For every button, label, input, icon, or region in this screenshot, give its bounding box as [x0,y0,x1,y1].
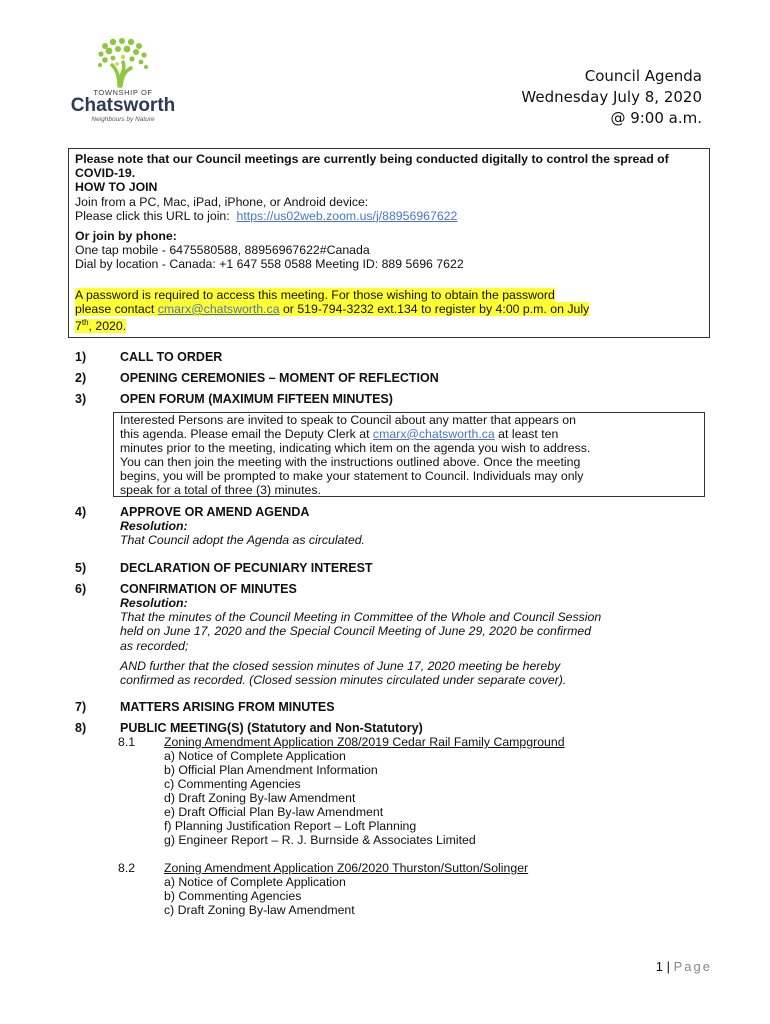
phone-line-dial: Dial by location - Canada: +1 647 558 0588 Meeting ID: 889 5696 7622 [75,257,464,272]
resolution-line: AND further that the closed session minutes of June 17, 2020 meeting be hereby [120,658,561,673]
password-email-link[interactable]: cmarx@chatsworth.ca [157,301,280,316]
logo-name-text: Chatsworth [70,95,176,116]
resolution-line: held on June 17, 2020 and the Special Council Meeting of June 29, 2020 be confirmed [120,624,592,639]
item-number: 6) [75,582,87,596]
list-item: b) Commenting Agencies [164,889,302,903]
item-title: PUBLIC MEETING(S) (Statutory and Non-Statutory) [120,721,423,735]
how-to-join-heading: HOW TO JOIN [75,180,158,195]
join-url-label: Please click this URL to join: [75,208,230,223]
township-logo [68,38,178,124]
page-number: 1 [655,959,664,974]
password-notice [75,288,703,334]
password-line-2a: please contact [75,301,158,316]
logo-tagline: Neighbours by Nature [91,116,155,123]
resolution-label: Resolution: [120,519,188,533]
phone-heading: Or join by phone: [75,229,177,244]
phone-line-mobile: One tap mobile - 6475580588, 88956967622#Canada [75,243,370,258]
resolution-line: as recorded; [120,638,189,653]
page-footer [656,959,712,974]
password-date-sup: th [81,318,89,328]
agenda-title: Council Agenda [584,67,702,85]
password-line-3 [75,319,126,333]
agenda-time: @ 9:00 a.m. [610,109,702,127]
notice-intro: Please note that our Council meetings are currently being conducted digitally to control the spread of COVID-19. [75,152,669,181]
item-title: CALL TO ORDER [120,350,223,364]
list-item: c) Commenting Agencies [164,777,301,791]
forum-email-link[interactable]: cmarx@chatsworth.ca [372,426,495,441]
forum-line: You can then join the meeting with the instructions outlined above. Once the meeting [120,454,581,469]
forum-line: Interested Persons are invited to speak to Council about any matter that appears on [120,413,576,427]
list-item: g) Engineer Report – R. J. Burnside & Associates Limited [164,833,476,847]
resolution-text: That Council adopt the Agenda as circulated. [120,533,365,548]
password-line-1: A password is required to access this meeting. For those wishing to obtain the password [75,287,555,302]
subitem-title-8-1[interactable]: Zoning Amendment Application Z08/2019 Cedar Rail Family Campground [164,735,565,749]
join-devices-line: Join from a PC, Mac, iPad, iPhone, or Android device: [75,194,369,209]
resolution-label: Resolution: [120,596,188,610]
forum-line [120,428,698,442]
item-number: 5) [75,561,87,575]
list-item: a) Notice of Complete Application [164,875,346,889]
item-title: CONFIRMATION OF MINUTES [120,582,297,596]
list-item: d) Draft Zoning By-law Amendment [164,791,356,805]
password-line-2b: or 519-794-3232 ext.134 to register by 4:00 p.m. on July [279,301,590,316]
password-date-num: 7 [75,319,82,334]
forum-line: speak for a total of three (3) minutes. [120,482,321,497]
tree-logo-icon [95,38,151,88]
zoom-link[interactable]: https://us02web.zoom.us/j/88956967622 [236,208,458,223]
forum-line: minutes prior to the meeting, indicating which item on the agenda you wish to address. [120,440,591,455]
page-separator: | [663,959,674,974]
subitem-number-8-2: 8.2 [118,861,136,875]
forum-line: begins, you will be prompted to make your statement to Council. Individuals may only [120,468,584,483]
item-number: 8) [75,721,87,735]
subitem-number-8-1: 8.1 [118,735,136,749]
list-item: e) Draft Official Plan By-law Amendment [164,805,384,819]
item-title: DECLARATION OF PECUNIARY INTEREST [120,561,373,575]
minutes-resolution [120,596,601,687]
subitem-title-8-2[interactable]: Zoning Amendment Application Z06/2020 Thurston/Sutton/Solinger [164,861,529,875]
agenda-resolution [120,519,365,547]
list-item: b) Official Plan Amendment Information [164,763,378,777]
item-number: 2) [75,371,87,385]
join-url-line [75,209,703,223]
item-title: OPEN FORUM (MAXIMUM FIFTEEN MINUTES) [120,392,393,406]
item-title: MATTERS ARISING FROM MINUTES [120,700,335,714]
list-item: f) Planning Justification Report – Loft Planning [164,819,417,833]
agenda-title-block [521,66,702,129]
open-forum-box [113,412,705,497]
subitem-8-1-list [164,749,476,847]
covid-notice-box [68,148,710,338]
agenda-date: Wednesday July 8, 2020 [521,88,702,106]
forum-line-text: this agenda. Please email the Deputy Clerk at [120,426,373,441]
list-item: c) Draft Zoning By-law Amendment [164,903,355,917]
subitem-8-2-list [164,875,355,917]
logo-township-text: TOWNSHIP OF [93,88,153,97]
item-title: APPROVE OR AMEND AGENDA [120,505,310,519]
forum-line-text: at least ten [494,426,559,441]
resolution-line: confirmed as recorded. (Closed session minutes circulated under separate cover). [120,673,567,688]
item-title: OPENING CEREMONIES – MOMENT OF REFLECTION [120,371,439,385]
item-number: 3) [75,392,87,406]
agenda-item-4 [75,505,715,549]
list-item: a) Notice of Complete Application [164,749,346,763]
item-number: 7) [75,700,87,714]
item-number: 4) [75,505,87,519]
agenda-item-6 [75,582,715,688]
password-date-rest: , 2020. [88,319,127,334]
page-word: Page [673,959,712,974]
resolution-line: That the minutes of the Council Meeting in Committee of the Whole and Council Session [120,610,602,625]
item-number: 1) [75,350,87,364]
